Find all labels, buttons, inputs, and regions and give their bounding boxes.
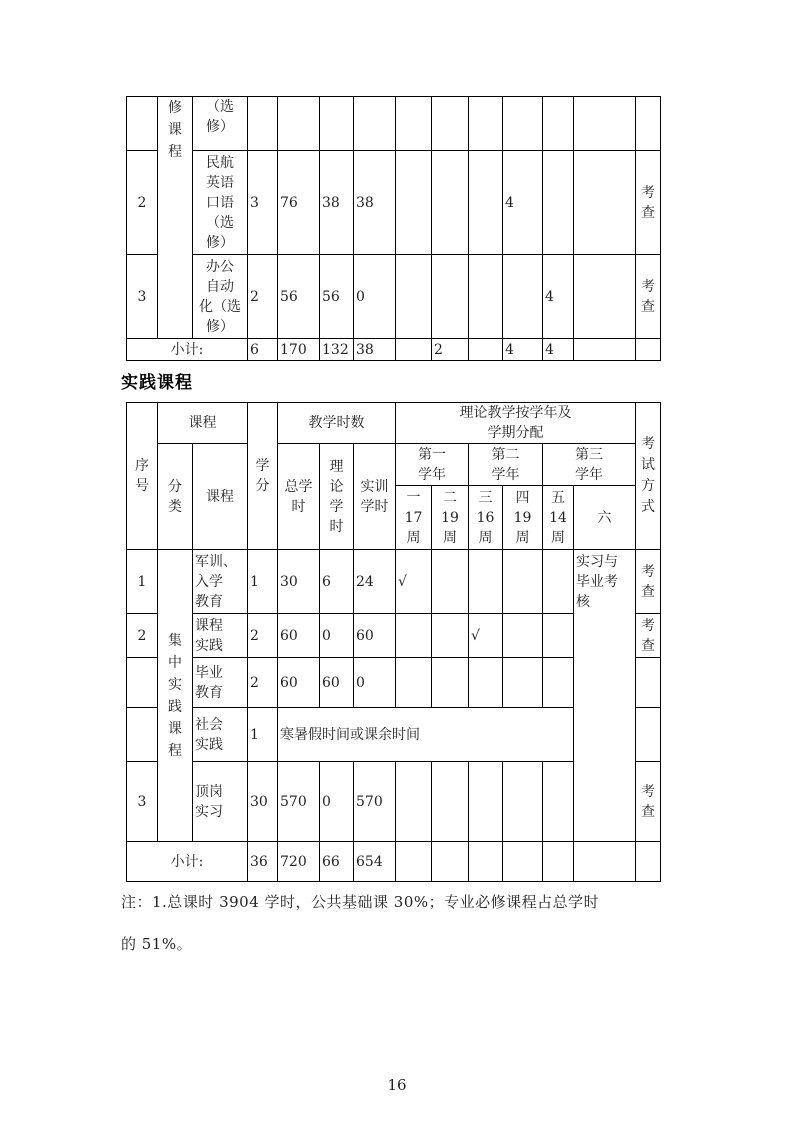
sem6-cell <box>574 255 636 339</box>
note-line-2: 的 51%。 <box>121 935 193 953</box>
subtotal-total: 720 <box>278 842 320 882</box>
total-hours-cell: 60 <box>278 658 320 708</box>
sem1-cell <box>396 614 432 658</box>
subtotal-sem3 <box>469 339 503 361</box>
sem2-cell <box>432 658 469 708</box>
sem6-cell <box>574 151 636 255</box>
subtotal-sem3 <box>469 842 503 882</box>
credit-cell: 1 <box>248 708 278 762</box>
header-row <box>127 403 661 444</box>
course-name-cell: 军训、 入学 教育 <box>193 550 248 614</box>
subtotal-label: 小计: <box>127 842 248 882</box>
note-line-1: 注：1.总课时 3904 学时，公共基础课 30%；专业必修课程占总学时 <box>121 893 600 911</box>
subtotal-sem6 <box>574 842 636 882</box>
sem3-cell <box>469 97 503 151</box>
sem2-cell <box>432 97 469 151</box>
practice-hours-cell <box>354 97 396 151</box>
sem2-cell <box>432 255 469 339</box>
sem1-cell <box>396 255 432 339</box>
header-theory-hours: 理 论 学 时 <box>320 444 354 550</box>
header-sem2: 二 19 周 <box>432 486 469 550</box>
header-sem5: 五 14 周 <box>543 486 574 550</box>
sem5-cell: 4 <box>543 255 574 339</box>
sem4-cell <box>503 97 543 151</box>
header-hours-group: 教学时数 <box>278 403 396 444</box>
theory-hours-cell: 0 <box>320 762 354 842</box>
sem3-cell <box>469 658 503 708</box>
exam-cell: 考 查 <box>636 762 661 842</box>
sem5-cell <box>543 97 574 151</box>
header-year3: 第三 学年 <box>543 444 636 486</box>
course-name-cell: （选 修） <box>193 97 248 151</box>
sem3-cell <box>469 255 503 339</box>
sem4-cell <box>503 255 543 339</box>
subtotal-exam <box>636 339 661 361</box>
credit-cell: 2 <box>248 614 278 658</box>
credit-cell: 30 <box>248 762 278 842</box>
total-hours-cell: 76 <box>278 151 320 255</box>
course-name-cell: 课程 实践 <box>193 614 248 658</box>
theory-hours-cell: 0 <box>320 614 354 658</box>
header-course: 课程 <box>193 444 248 550</box>
subtotal-sem1 <box>396 339 432 361</box>
subtotal-sem4: 4 <box>503 339 543 361</box>
theory-hours-cell <box>320 97 354 151</box>
header-sem6: 六 <box>574 486 636 550</box>
header-sem1: 一 17 周 <box>396 486 432 550</box>
header-schedule-group: 理论教学按学年及 学期分配 <box>396 403 636 444</box>
table-row <box>127 255 661 339</box>
sem4-cell <box>503 658 543 708</box>
sem2-cell <box>432 151 469 255</box>
practice-hours-cell: 0 <box>354 255 396 339</box>
sem3-cell <box>469 550 503 614</box>
subtotal-total: 170 <box>278 339 320 361</box>
credit-cell <box>248 97 278 151</box>
seq-cell: 3 <box>127 762 158 842</box>
sem3-cell: √ <box>469 614 503 658</box>
exam-cell: 考 查 <box>636 550 661 614</box>
seq-cell <box>127 708 158 762</box>
page-number: 16 <box>387 1076 407 1094</box>
theory-hours-cell: 56 <box>320 255 354 339</box>
sem1-cell <box>396 762 432 842</box>
course-name-cell: 毕业 教育 <box>193 658 248 708</box>
total-hours-cell: 30 <box>278 550 320 614</box>
subtotal-label: 小计: <box>127 339 248 361</box>
total-hours-cell: 60 <box>278 614 320 658</box>
header-sem3: 三 16 周 <box>469 486 503 550</box>
exam-cell: 考 查 <box>636 614 661 658</box>
course-name-cell: 办公 自动 化（选 修） <box>193 255 248 339</box>
sem4-cell <box>503 614 543 658</box>
theory-hours-cell: 60 <box>320 658 354 708</box>
sem3-cell <box>469 762 503 842</box>
seq-cell <box>127 658 158 708</box>
practice-hours-cell: 0 <box>354 658 396 708</box>
sem2-cell <box>432 550 469 614</box>
subtotal-row <box>127 842 661 882</box>
sem5-cell <box>543 658 574 708</box>
subtotal-practice: 654 <box>354 842 396 882</box>
exam-cell <box>636 708 661 762</box>
sem5-cell <box>543 614 574 658</box>
credit-cell: 2 <box>248 255 278 339</box>
header-credit: 学 分 <box>248 403 278 550</box>
sem5-cell <box>543 550 574 614</box>
exam-cell: 考 查 <box>636 255 661 339</box>
subtotal-row <box>127 339 661 361</box>
course-name-cell: 民航 英语 口语 （选 修） <box>193 151 248 255</box>
table-row <box>127 97 661 151</box>
practice-hours-cell: 38 <box>354 151 396 255</box>
merged-note-cell: 寒暑假时间或课余时间 <box>278 708 574 762</box>
exam-cell: 考 查 <box>636 151 661 255</box>
sem5-cell <box>543 151 574 255</box>
subtotal-credit: 6 <box>248 339 278 361</box>
credit-cell: 1 <box>248 550 278 614</box>
header-category: 分 类 <box>158 444 193 550</box>
sem6-cell <box>574 97 636 151</box>
sem1-cell: √ <box>396 550 432 614</box>
header-sem4: 四 19 周 <box>503 486 543 550</box>
sem2-cell <box>432 614 469 658</box>
sem4-cell <box>503 550 543 614</box>
subtotal-credit: 36 <box>248 842 278 882</box>
course-name-cell: 顶岗 实习 <box>193 762 248 842</box>
subtotal-theory: 132 <box>320 339 354 361</box>
subtotal-sem2: 2 <box>432 339 469 361</box>
sem4-cell <box>503 762 543 842</box>
subtotal-exam <box>636 842 661 882</box>
subtotal-practice: 38 <box>354 339 396 361</box>
header-practice-hours: 实训 学时 <box>354 444 396 550</box>
exam-cell <box>636 97 661 151</box>
sem2-cell <box>432 762 469 842</box>
exam-cell <box>636 658 661 708</box>
header-year1: 第一 学年 <box>396 444 469 486</box>
section-title: 实践课程 <box>121 373 193 393</box>
table-row <box>127 151 661 255</box>
total-hours-cell: 56 <box>278 255 320 339</box>
header-exam: 考 试 方 式 <box>636 403 661 550</box>
header-seq: 序 号 <box>127 403 158 550</box>
sem1-cell <box>396 151 432 255</box>
total-hours-cell: 570 <box>278 762 320 842</box>
practice-course-table <box>126 402 661 882</box>
subtotal-sem4 <box>503 842 543 882</box>
subtotal-sem1 <box>396 842 432 882</box>
seq-cell: 2 <box>127 614 158 658</box>
credit-cell: 3 <box>248 151 278 255</box>
seq-cell: 1 <box>127 550 158 614</box>
sem5-cell <box>543 762 574 842</box>
subtotal-theory: 66 <box>320 842 354 882</box>
total-hours-cell <box>278 97 320 151</box>
sem1-cell <box>396 658 432 708</box>
seq-cell: 2 <box>127 151 158 255</box>
practice-hours-cell: 24 <box>354 550 396 614</box>
seq-cell: 3 <box>127 255 158 339</box>
credit-cell: 2 <box>248 658 278 708</box>
practice-hours-cell: 570 <box>354 762 396 842</box>
practice-hours-cell: 60 <box>354 614 396 658</box>
course-name-cell: 社会 实践 <box>193 708 248 762</box>
header-course-group: 课程 <box>158 403 248 444</box>
category-cell: 集 中 实 践 课 程 <box>158 550 193 842</box>
sem6-note-cell: 实习与 毕业考 核 <box>574 550 636 842</box>
elective-course-table <box>126 96 661 361</box>
header-row <box>127 444 661 486</box>
seq-cell <box>127 97 158 151</box>
category-cell: 修 课 程 <box>158 97 193 339</box>
table-row <box>127 550 661 614</box>
header-total-hours: 总学 时 <box>278 444 320 550</box>
sem3-cell <box>469 151 503 255</box>
sem4-cell: 4 <box>503 151 543 255</box>
subtotal-sem2 <box>432 842 469 882</box>
sem1-cell <box>396 97 432 151</box>
header-year2: 第二 学年 <box>469 444 543 486</box>
subtotal-sem5 <box>543 842 574 882</box>
theory-hours-cell: 6 <box>320 550 354 614</box>
theory-hours-cell: 38 <box>320 151 354 255</box>
subtotal-sem5: 4 <box>543 339 574 361</box>
subtotal-sem6 <box>574 339 636 361</box>
